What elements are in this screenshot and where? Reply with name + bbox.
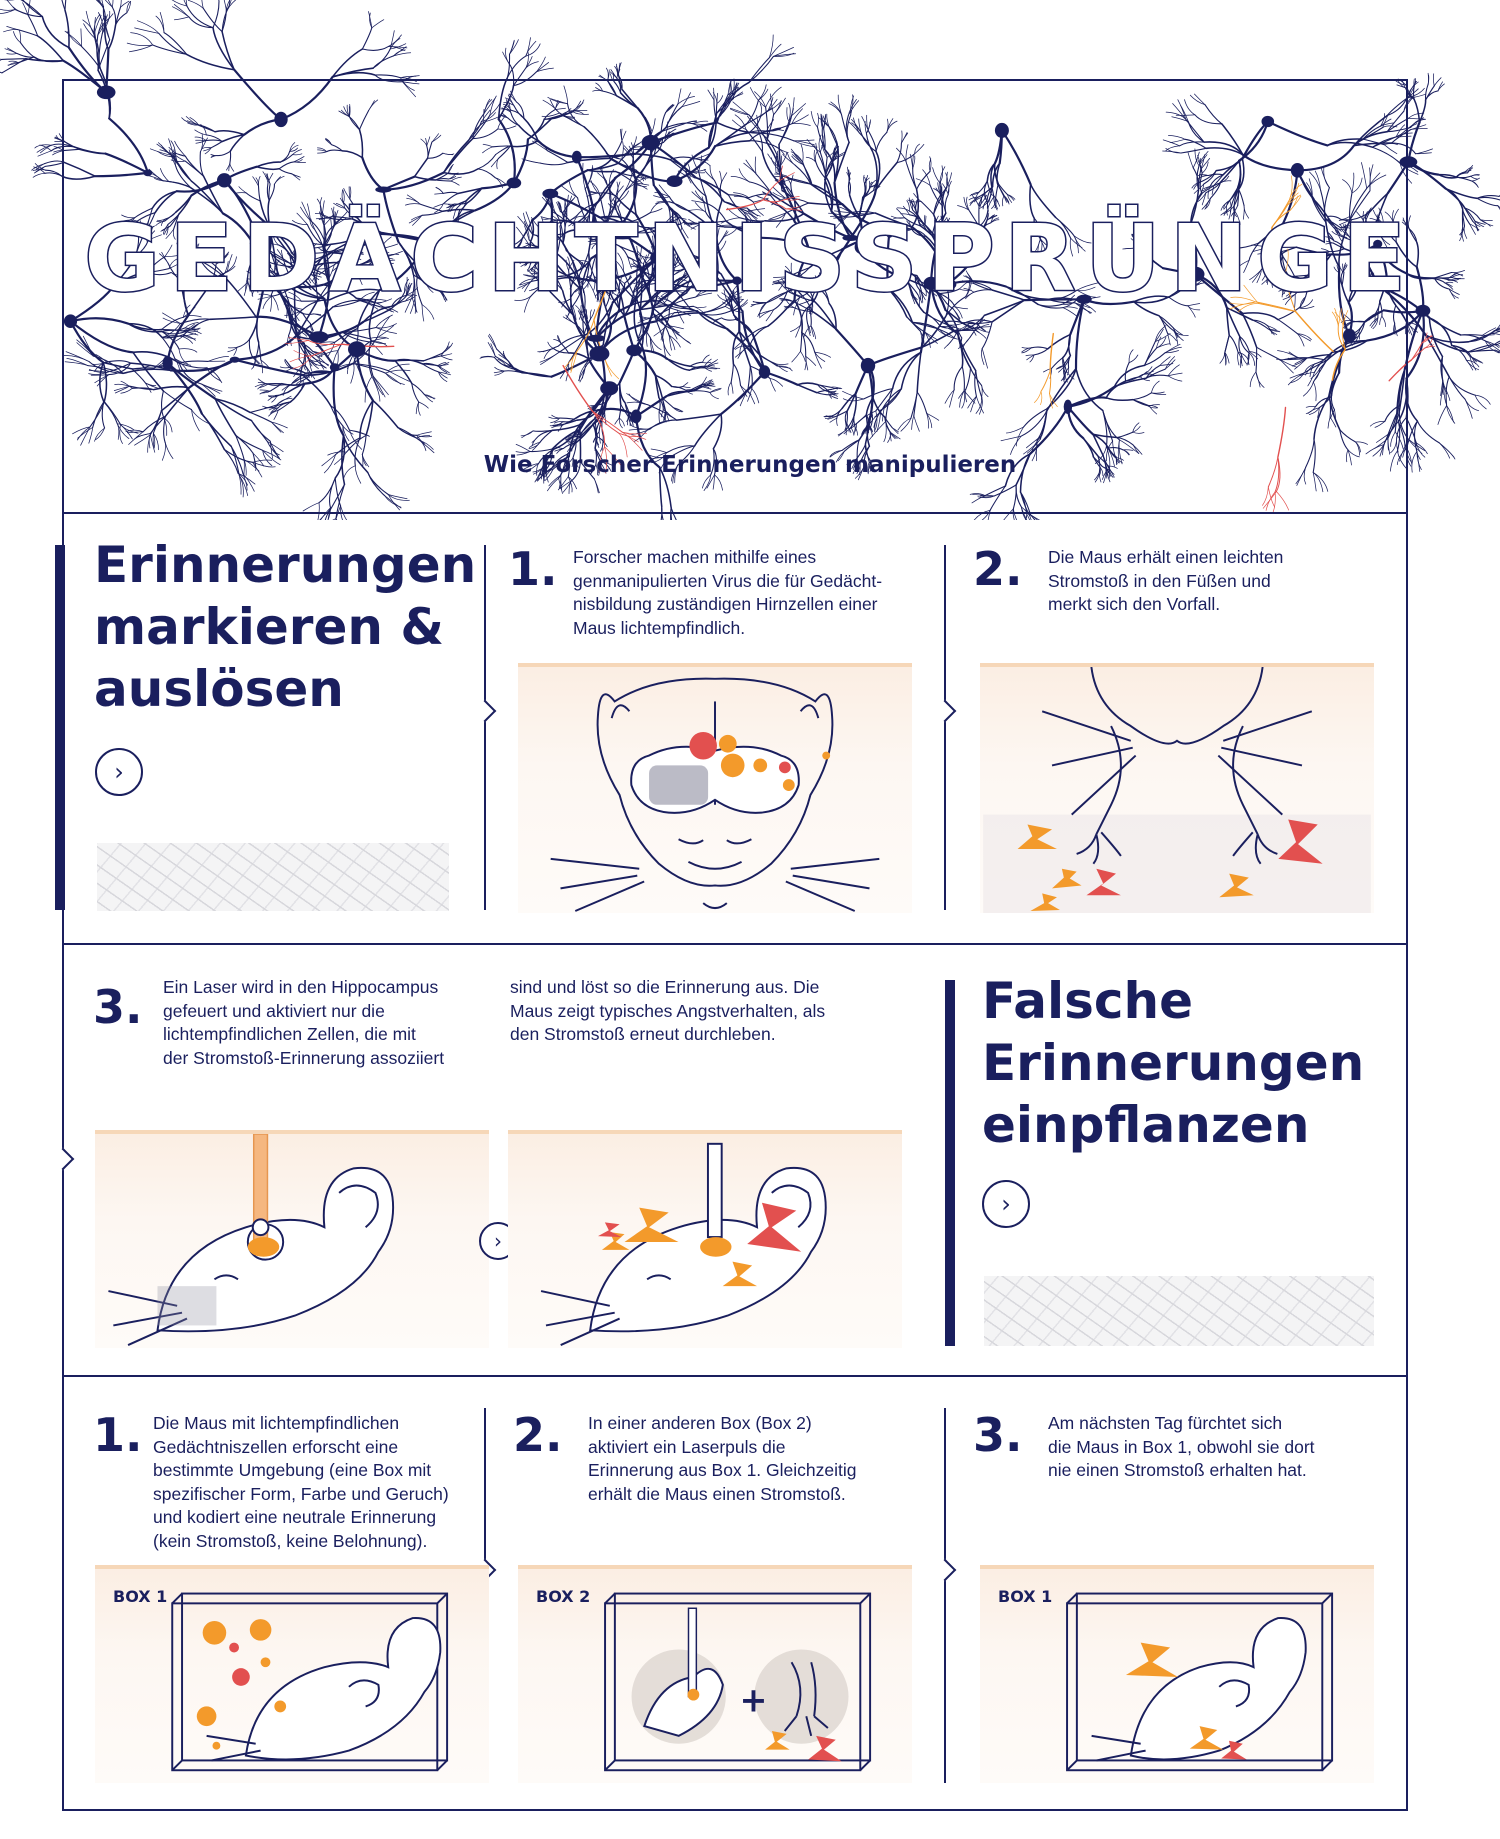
chevron-right-icon: › — [114, 758, 124, 786]
dendrite-branch — [1471, 176, 1478, 179]
dendrite-branch — [372, 20, 384, 28]
dendrite-branch — [13, 32, 20, 43]
dendrite-branch — [112, 7, 115, 25]
next-arrow-button[interactable] — [95, 748, 143, 796]
text-line: nie einen Stromstoß erhalten hat. — [1048, 1460, 1307, 1480]
dendrite-branch — [65, 31, 82, 46]
text-line: Ein Laser wird in den Hippocampus — [163, 977, 439, 997]
plus-sign: + — [739, 1680, 768, 1720]
dendrite-branch — [1442, 357, 1444, 385]
dendrite-branch — [1426, 91, 1438, 100]
step-description — [573, 546, 882, 640]
dendrite-branch — [81, 29, 82, 47]
step-description-continued — [510, 976, 825, 1047]
dendrite-branch — [1429, 318, 1460, 335]
dendrite-branch — [0, 7, 15, 10]
divider-row1 — [62, 943, 1408, 945]
text-line: bestimmte Umgebung (eine Box mit — [153, 1460, 432, 1480]
dendrite-branch — [2, 59, 26, 60]
illustration-box1-explore — [95, 1565, 489, 1783]
step-number: 3. — [973, 1408, 1023, 1462]
dendrite-branch — [1433, 74, 1434, 86]
dendrite-branch — [156, 16, 164, 32]
dendrite-branch — [1465, 399, 1479, 410]
text-line: Die Maus mit lichtempfindlichen — [153, 1413, 400, 1433]
text-line: erhält die Maus einen Stromstoß. — [588, 1483, 846, 1504]
step-number: 1. — [93, 1408, 143, 1462]
text-line: Am nächsten Tag fürchtet sich — [1048, 1413, 1283, 1433]
dendrite-branch — [18, 30, 38, 36]
separator — [484, 545, 486, 910]
dendrite-branch — [131, 33, 153, 45]
dendrite-branch — [174, 17, 189, 20]
dendrite-branch — [127, 43, 153, 46]
text-line: und kodiert eine neutrale Erinnerung — [153, 1507, 437, 1527]
section-title-false-memories — [982, 970, 1364, 1156]
dendrite-branch — [537, 62, 549, 71]
dendrite-branch — [26, 59, 64, 61]
illustration-laser-activation — [95, 1130, 489, 1348]
title-line: auslösen — [94, 660, 344, 718]
title-line: markieren & — [94, 598, 444, 656]
illustration-box1-fear — [980, 1565, 1374, 1783]
dendrite-branch — [38, 151, 51, 156]
dendrite-branch — [1475, 395, 1486, 409]
section-accent-bar — [55, 545, 65, 910]
dendrite-branch — [214, 0, 220, 1]
dendrite-branch — [362, 46, 388, 50]
next-arrow-button[interactable] — [982, 1180, 1030, 1228]
box-label: BOX 1 — [113, 1587, 168, 1606]
text-line: aktiviert ein Laserpuls die — [588, 1436, 786, 1457]
text-line: lichtempfindlichen Zellen, die mit — [163, 1024, 416, 1044]
texture-swatch — [97, 843, 449, 911]
dendrite-branch — [1482, 335, 1494, 336]
text-line: Forscher machen mithilfe eines — [573, 547, 817, 567]
divider-header — [62, 512, 1408, 514]
dendrite-branch — [389, 35, 402, 47]
dendrite-branch — [7, 53, 17, 54]
step-number: 2. — [513, 1408, 563, 1462]
step-description — [163, 976, 444, 1070]
step-description — [588, 1412, 856, 1506]
text-line: (kein Stromstoß, keine Belohnung). — [153, 1530, 428, 1551]
text-line: gefeuert und aktiviert nur die — [163, 1000, 385, 1021]
dendrite-branch — [1458, 176, 1471, 177]
dendrite-branch — [65, 10, 69, 47]
box-label: BOX 2 — [536, 1587, 591, 1606]
dendrite-branch — [21, 43, 34, 57]
text-line: sind und löst so die Erinnerung aus. Die — [510, 977, 820, 997]
dendrite-branch — [135, 28, 159, 34]
dendrite-branch — [187, 54, 235, 69]
step-description — [1048, 1412, 1315, 1483]
dendrite-branch — [362, 28, 371, 49]
text-line: genmanipulierten Virus die für Gedächt- — [573, 570, 883, 591]
text-line: Gedächtniszellen erforscht eine — [153, 1436, 399, 1457]
dendrite-branch — [0, 59, 2, 65]
text-line: In einer anderen Box (Box 2) — [588, 1413, 812, 1433]
dendrite-branch — [38, 36, 64, 61]
dendrite-branch — [99, 34, 102, 71]
text-line: spezifischer Form, Farbe und Geruch) — [153, 1483, 449, 1504]
dendrite-branch — [1417, 421, 1439, 443]
dendrite-branch — [1438, 84, 1444, 91]
text-line: Maus zeigt typisches Angstverhalten, als — [510, 1000, 826, 1021]
dendrite-branch — [1438, 406, 1447, 425]
separator — [944, 1408, 946, 1783]
text-line: merkt sich den Vorfall. — [1048, 594, 1221, 614]
divider-row2 — [62, 1375, 1408, 1377]
box-label: BOX 1 — [998, 1587, 1053, 1606]
text-line: Stromstoß in den Füßen und — [1048, 570, 1271, 591]
separator — [944, 545, 946, 910]
dendrite-branch — [4, 29, 18, 31]
dendrite-branch — [223, 0, 227, 10]
dendrite-branch — [1449, 377, 1475, 395]
section-accent-bar — [945, 980, 955, 1346]
dendrite-branch — [1408, 118, 1425, 119]
text-line: die Maus in Box 1, obwohl sie dort — [1048, 1436, 1315, 1457]
dendrite-branch — [219, 0, 221, 1]
text-line: Die Maus erhält einen leichten — [1048, 547, 1284, 567]
dendrite-branch — [164, 33, 187, 55]
text-line: Maus lichtempfindlich. — [573, 617, 746, 638]
dendrite-branch — [61, 0, 65, 10]
dendrite-branch — [108, 25, 115, 50]
dendrite-branch — [65, 0, 67, 10]
dendrite-branch — [5, 49, 17, 54]
title-line: Falsche — [982, 972, 1194, 1030]
text-line: der Stromstoß-Erinnerung assoziiert — [163, 1047, 445, 1068]
dendrite-branch — [188, 0, 203, 8]
dendrite-branch — [95, 17, 96, 39]
dendrite-branch — [153, 45, 187, 54]
title-line: einpflanzen — [982, 1096, 1310, 1154]
dendrite-branch — [20, 31, 21, 43]
step-number: 3. — [93, 980, 143, 1034]
title-line: Erinnerungen — [982, 1034, 1365, 1092]
step-number: 2. — [973, 542, 1023, 596]
dendrite-branch — [0, 57, 2, 59]
illustration-mouse-brain — [518, 663, 912, 913]
section-title-mark-trigger — [94, 534, 476, 720]
text-line: nisbildung zuständigen Hirnzellen einer — [573, 594, 878, 614]
dendrite-branch — [172, 7, 189, 17]
dendrite-branch — [106, 0, 112, 7]
chevron-right-icon: › — [1001, 1190, 1011, 1218]
dendrite-branch — [116, 7, 121, 25]
chevron-right-icon: › — [494, 1229, 502, 1253]
title-line: Erinnerungen — [94, 536, 477, 594]
illustration-mouse-feet-shock — [980, 663, 1374, 913]
subtitle: Wie Forscher Erinnerungen manipulieren — [483, 452, 1017, 478]
texture-swatch — [984, 1276, 1374, 1346]
dendrite-branch — [222, 32, 234, 70]
dendrite-branch — [4, 0, 15, 10]
dendrite-branch — [769, 35, 773, 58]
illustration-box2-laser-shock — [518, 1565, 912, 1783]
dendrite-branch — [1434, 78, 1441, 86]
dendrite-branch — [1472, 181, 1479, 187]
dendrite-branch — [112, 0, 113, 7]
dendrite-branch — [7, 26, 18, 29]
illustration-fear-response — [508, 1130, 902, 1348]
step-description — [153, 1412, 449, 1553]
text-line: den Stromstoß erneut durchleben. — [510, 1024, 776, 1044]
dendrite-branch — [129, 45, 152, 52]
dendrite-branch — [1465, 399, 1472, 418]
dendrite-branch — [33, 173, 45, 177]
main-title: GEDÄCHTNISSPRÜNGE — [84, 205, 1416, 312]
text-line: Erinnerung aus Box 1. Gleichzeitig — [588, 1460, 857, 1480]
dendrite-branch — [1491, 333, 1500, 337]
step-description — [1048, 546, 1283, 617]
step-number: 1. — [508, 542, 558, 596]
